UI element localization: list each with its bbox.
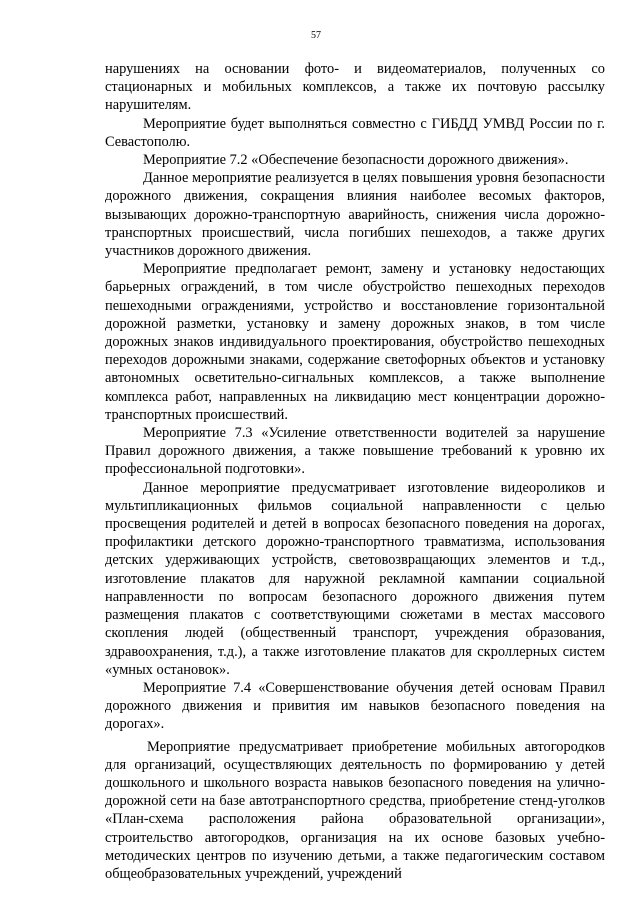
paragraph-continuation: нарушениях на основании фото- и видеоматериалов, полученных со стационарных и мобильных комплексов, а также их почтовую рассылку нарушителям. [105,61,605,114]
paragraph-measure-7-3-title: Мероприятие 7.3 «Усиление ответственности водителей за нарушение Правил дорожного движения, а также повышение требований к уровню их профессиональной подготовки». [105,425,605,478]
paragraph-measure-7-2-title: Мероприятие 7.2 «Обеспечение безопасности дорожного движения». [143,152,569,169]
paragraph-gibdd: Мероприятие будет выполняться совместно с ГИБДД УМВД России по г. Севастополю. [105,115,605,150]
paragraph-measure-7-2-goal: Данное мероприятие реализуется в целях повышения уровня безопасности дорожного движения, сокращения влияния наиболее весомых факторов, вызывающих дорожно-транспортную аварийность, снижения числа дорожно-транспортных происшествий, числа погибших пешеходов, а также других участников дорожного движения. [105,170,605,260]
document-body [105,60,605,883]
paragraph-measure-7-3-scope: Данное мероприятие предусматривает изготовление видеороликов и мультипликационных фильмов социальной направленности с целью просвещения родителей и детей в вопросах безопасного поведения на дорогах, профилактики детского дорожно-транспортного травматизма, использования детских удерживающих устройств, световозвращающих элементов и т.д., изготовление плакатов для наружной рекламной кампании социальной направленности по вопросам безопасного дорожного движения путем размещения плакатов с соответствующими сюжетами в местах массового скопления людей (общественный транспорт, учреждения образования, здравоохранения, т.д.), а также изготовление плакатов для скроллерных систем «умных остановок». [105,479,605,678]
paragraph-measure-7-4-title: Мероприятие 7.4 «Совершенствование обучения детей основам Правил дорожного движения и привития им навыков безопасного поведения на дорогах». [105,679,605,733]
paragraph-measure-7-4-scope: Мероприятие предусматривает приобретение мобильных автогородков для организаций, осуществляющих деятельность по формированию у детей дошкольного и школьного возраста навыков безопасного поведения на улично-дорожной сети на базе автотранспортного средства, приобретение стенд-уголков «План-схема расположения района образовательной организации», строительство автогородков, организация на их основе базовых учебно-методических центров по изучению детьми, а также педагогическим составом общеобразовательных учреждений, учреждений [105,738,605,882]
page-number: 57 [311,30,321,41]
paragraph-measure-7-2-scope: Мероприятие предполагает ремонт, замену и установку недостающих барьерных ограждений, в том числе обустройство пешеходных переходов пешеходными ограждениями, устройство и восстановление горизонтальной дорожной разметки, установку и замену дорожных знаков, в том числе дорожных знаков индивидуального проектирования, обустройство пешеходных переходов дорожными знаками, содержание светофорных объектов и установку автономных осветительно-сигнальных комплексов, а также выполнение комплекса работ, направленных на ликвидацию мест концентрации дорожно-транспортных происшествий. [105,261,605,423]
